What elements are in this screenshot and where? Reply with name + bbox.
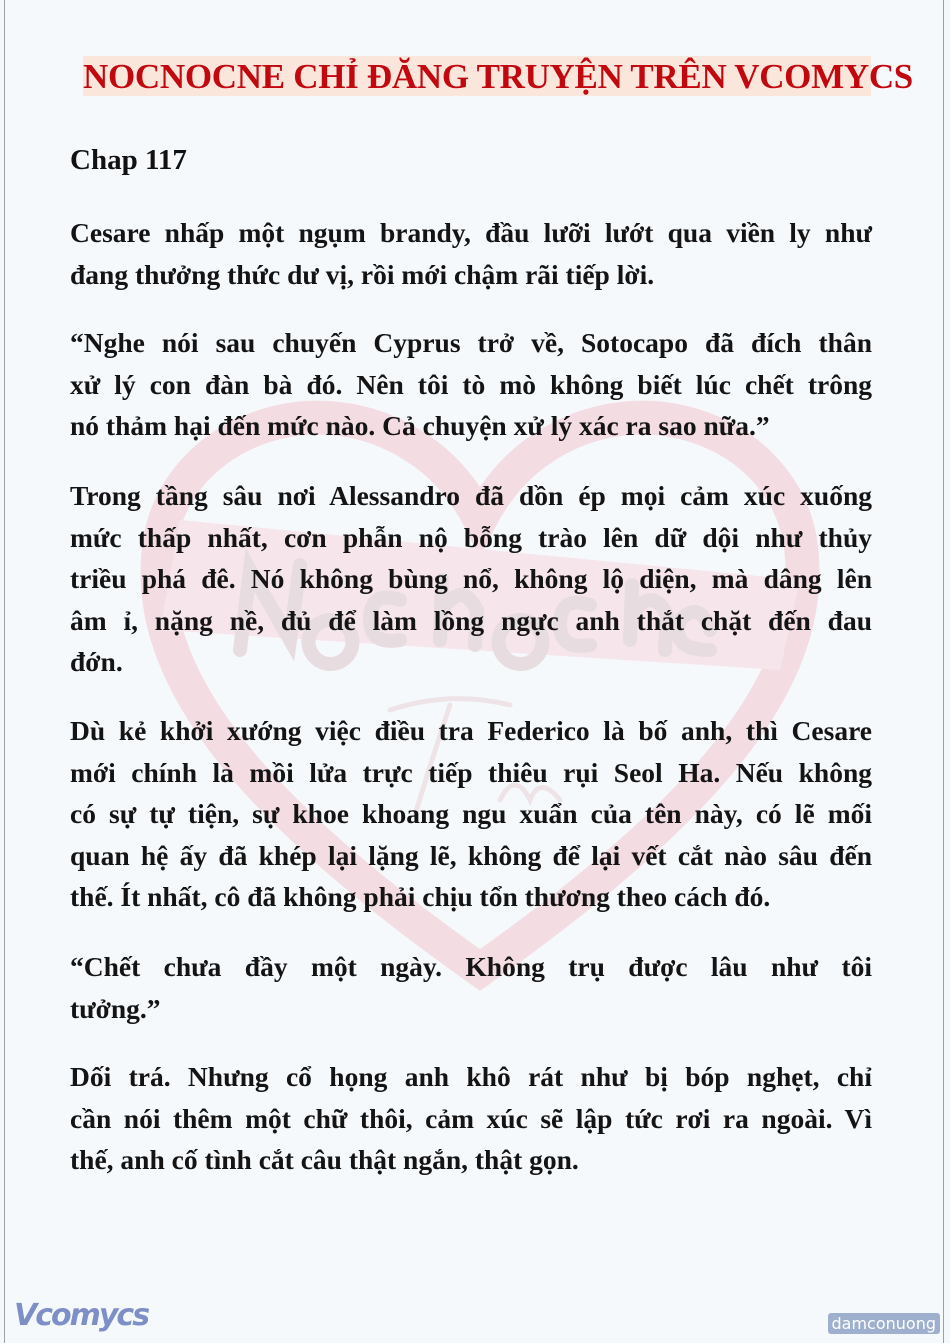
text-line: cần nói thêm một chữ thôi, cảm xúc sẽ lập tức rơi ra ngoài. Vì [70,1102,872,1134]
chapter-title: Chap 117 [70,144,187,176]
vcomycs-logo: Vcomycs [14,1298,149,1333]
uploader-tag: damconuong [828,1313,941,1334]
text-line: Dù kẻ khởi xướng việc điều tra Federico là bố anh, thì Cesare [70,715,872,746]
text-line: thế. Ít nhất, cô đã không phải chịu tổn thương theo cách đó. [70,881,771,913]
text-line: mức thấp nhất, cơn phẫn nộ bỗng trào lên dữ dội như thủy [70,521,872,553]
text-line: âm ỉ, nặng nề, đủ để làm lồng ngực anh thắt chặt đến đau [70,604,872,636]
paragraph [70,322,872,447]
paragraph [70,1056,872,1181]
text-line: có sự tự tiện, sự khoe khoang ngu xuẩn của tên này, có lẽ mối [70,798,872,830]
text-line: Dối trá. Nhưng cổ họng anh khô rát như bị bóp nghẹt, chỉ [70,1061,872,1092]
text-line: đang thưởng thức dư vị, rồi mới chậm rãi tiếp lời. [70,258,655,290]
text-line: đớn. [70,646,123,678]
notice-banner: NOCNOCNE CHỈ ĐĂNG TRUYỆN TRÊN VCOMYCS [83,57,913,96]
text-line: Cesare nhấp một ngụm brandy, đầu lưỡi lướt qua viền ly như [70,217,872,248]
text-line: “Nghe nói sau chuyến Cyprus trở về, Sotocapo đã đích thân [70,327,872,358]
text-line: nó thảm hại đến mức nào. Cả chuyện xử lý xác ra sao nữa.” [70,410,770,442]
text-line: mới chính là mồi lửa trực tiếp thiêu rụi Seol Ha. Nếu không [70,756,872,788]
text-line: triều phá đê. Nó không bùng nổ, không lộ diện, mà dâng lên [70,563,872,595]
text-line: “Chết chưa đầy một ngày. Không trụ được lâu như tôi [70,951,872,982]
paragraph [70,475,872,683]
paragraph [70,946,872,1029]
text-line: quan hệ ấy đã khép lại lặng lẽ, không để lại vết cắt nào sâu đến [70,839,872,871]
text-line: tưởng.” [70,992,161,1024]
paragraph [70,710,872,918]
text-line: xử lý con đàn bà đó. Nên tôi tò mò không biết lúc chết trông [70,368,872,400]
text-line: Trong tầng sâu nơi Alessandro đã dồn ép mọi cảm xúc xuống [70,480,872,511]
paragraph [70,212,872,295]
text-line: thế, anh cố tình cắt câu thật ngắn, thật gọn. [70,1144,579,1176]
